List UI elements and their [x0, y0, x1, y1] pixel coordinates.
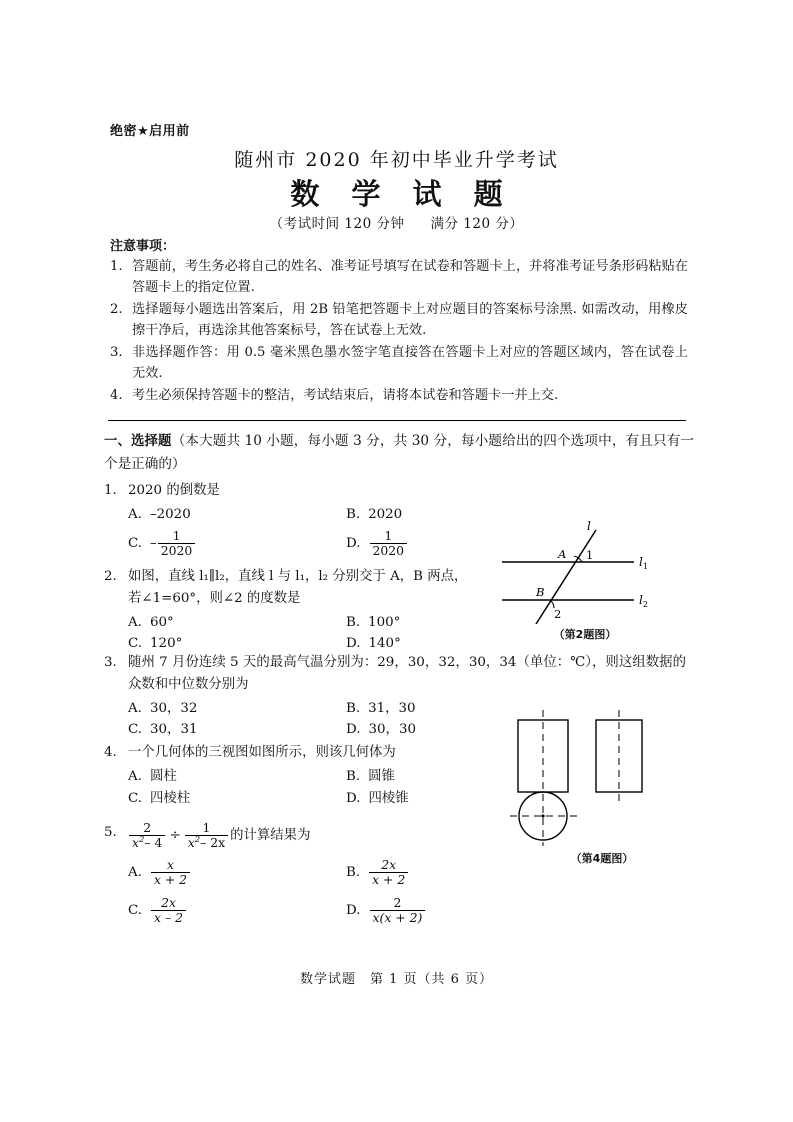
option-text: 圆柱	[149, 769, 177, 784]
question-5-stem	[104, 822, 524, 851]
notice-title: 注意事项：	[110, 239, 176, 254]
exponent: 2	[194, 834, 201, 845]
question-4-option-d[interactable]	[346, 788, 409, 810]
option-text: 30，30	[368, 722, 416, 737]
question-1-option-b[interactable]	[346, 504, 402, 526]
question-5-number: 5.	[104, 825, 117, 840]
transversal-line-stroke	[536, 530, 596, 624]
question-2-option-a[interactable]	[128, 612, 174, 634]
question-2-figure	[496, 516, 686, 640]
option-text: 31，30	[368, 701, 416, 716]
fraction-numerator: 2	[143, 820, 152, 835]
notice-item	[110, 299, 688, 341]
question-4-option-c[interactable]	[128, 788, 190, 810]
expression-fraction-first	[129, 821, 165, 850]
expression-fraction-second	[185, 821, 228, 850]
question-2-option-b[interactable]	[346, 612, 400, 634]
label-line-l: l	[587, 519, 591, 533]
question-5-option-d[interactable]	[346, 894, 426, 926]
option-letter: B.	[346, 701, 361, 716]
label-angle-1: 1	[586, 548, 594, 562]
notice-block	[110, 235, 688, 406]
notice-item	[110, 256, 688, 298]
option-text: 100°	[368, 615, 401, 630]
question-1-options	[104, 504, 524, 560]
question-5-option-c[interactable]	[128, 894, 187, 926]
option-letter: D.	[346, 791, 361, 806]
question-2-number: 2.	[104, 569, 117, 584]
question-5-option-b[interactable]	[346, 856, 409, 888]
option-minus-sign: –	[150, 536, 157, 552]
question-1-option-c[interactable]	[128, 530, 196, 559]
fraction-denominator	[129, 835, 165, 850]
question-5-options	[104, 856, 524, 935]
parallel-lines-diagram	[496, 516, 686, 624]
notice-item-text: 考生必须保持答题卡的整洁，考试结束后，请将本试卷和答题卡一并上交.	[132, 388, 559, 403]
question-1-option-a[interactable]	[128, 504, 191, 526]
front-view-rectangle	[518, 720, 568, 792]
option-row	[104, 856, 524, 897]
question-5-option-a[interactable]	[128, 856, 191, 888]
variable-x: x	[132, 835, 139, 851]
question-4-options	[104, 766, 504, 810]
notice-item-number: 3.	[110, 345, 123, 360]
fraction-numerator: 2x	[381, 856, 397, 872]
option-letter: C.	[128, 722, 143, 737]
exam-total-score: 满分 120 分）	[430, 216, 524, 232]
page-footer	[0, 968, 793, 987]
question-1	[104, 480, 524, 560]
fraction-denominator: 2020	[370, 543, 408, 558]
option-text: –2020	[149, 507, 191, 522]
question-4-option-b[interactable]	[346, 766, 395, 788]
option-letter: A.	[128, 615, 142, 630]
variable-x: x	[187, 835, 195, 851]
question-2-stem	[104, 566, 504, 610]
fraction	[369, 858, 408, 887]
option-text: 圆锥	[368, 769, 395, 784]
question-3-option-a[interactable]	[128, 698, 197, 720]
option-letter: C.	[128, 791, 143, 806]
option-letter: A.	[128, 865, 142, 881]
label-angle-2: 2	[554, 607, 562, 621]
option-row	[104, 633, 504, 654]
fraction	[151, 858, 190, 887]
notice-item-text: 选择题每小题选出答案后，用 2B 铅笔把答题卡上对应题目的答案标号涂黑. 如需改动，用橡皮擦干净后，再选涂其他答案标号，答在试卷上无效.	[132, 302, 688, 338]
question-1-stem	[104, 480, 524, 502]
option-letter: B.	[346, 615, 361, 630]
exam-title: 随州市 2020 年初中毕业升学考试	[234, 149, 559, 171]
label-line-l1: $l_1$	[639, 555, 648, 571]
label-point-a: A	[558, 547, 567, 561]
question-4-number: 4.	[104, 745, 117, 760]
question-4-option-a[interactable]	[128, 766, 177, 788]
denominator-rest: – 2x	[200, 835, 226, 851]
option-text: 60°	[149, 615, 174, 630]
notice-item-number: 4.	[110, 388, 123, 403]
option-letter: A.	[128, 769, 142, 784]
notice-item-number: 2.	[110, 302, 123, 317]
subject-title: 数 学 试 题	[290, 177, 514, 211]
fraction-denominator: x(x + 2)	[370, 910, 426, 925]
option-text: 30，31	[150, 722, 198, 737]
option-letter: C.	[128, 536, 143, 552]
option-row	[104, 504, 524, 526]
notice-item-number: 1.	[110, 259, 123, 274]
top-view-center-dot	[541, 814, 544, 817]
question-3-number: 3.	[104, 655, 117, 670]
option-letter: B.	[346, 865, 361, 881]
question-2-figure-caption: （第2题图）	[553, 628, 617, 641]
fraction-denominator: x + 2	[151, 872, 190, 887]
section-divider	[108, 420, 686, 421]
option-letter: C.	[128, 903, 143, 919]
option-text: 2020	[368, 507, 403, 522]
fraction-numerator: 2	[393, 894, 402, 910]
option-letter: C.	[128, 636, 143, 651]
question-4-figure-caption: （第4题图）	[570, 852, 634, 865]
fraction-numerator: 1	[384, 528, 393, 543]
question-5	[104, 822, 524, 935]
exam-duration: （考试时间 120 分钟	[269, 216, 405, 232]
fraction-denominator: x + 2	[369, 872, 408, 887]
fraction-denominator: 2020	[158, 543, 196, 558]
question-3-stem	[104, 652, 686, 696]
option-row	[104, 526, 524, 560]
question-1-text: 2020 的倒数是	[128, 483, 220, 498]
fraction-numerator: 2x	[161, 894, 176, 910]
question-4-text: 一个几何体的三视图如图所示，则该几何体为	[128, 745, 396, 760]
question-4	[104, 742, 504, 810]
fraction	[370, 896, 426, 925]
option-letter: D.	[346, 536, 361, 552]
option-text: 140°	[368, 636, 401, 651]
exponent: 2	[139, 834, 145, 845]
question-3-option-b[interactable]	[346, 698, 416, 720]
question-2-text-line1: 如图，直线 l₁∥l₂，直线 l 与 l₁，l₂ 分别交于 A，B 两点，	[128, 569, 468, 584]
three-view-drawing	[500, 706, 686, 846]
fraction-numerator: 1	[202, 820, 211, 835]
option-row	[104, 766, 504, 788]
question-3-text: 随州 7 月份连续 5 天的最高气温分别为：29，30，32，30，34（单位：℃），则这组数据的众数和中位数分别为	[128, 655, 686, 692]
fraction-denominator: x – 2	[151, 910, 186, 925]
division-operator: ÷	[169, 828, 181, 844]
fraction-numerator: 1	[172, 528, 181, 543]
question-2-text-line2: 若∠1=60°，则∠2 的度数是	[128, 591, 301, 606]
exam-meta	[0, 212, 793, 232]
secrecy-notice: 绝密★启用前	[110, 124, 190, 139]
side-view-rectangle	[596, 720, 642, 792]
option-text: 四棱锥	[368, 791, 409, 806]
option-row	[104, 894, 524, 935]
section-description: （本大题共 10 小题，每小题 3 分，共 30 分，每小题给出的四个选项中，有且只有一个是正确的）	[104, 433, 695, 472]
notice-item-text: 答题前，考生务必将自己的姓名、准考证号填写在试卷和答题卡上，并将准考证号条形码粘贴在答题卡上的指定位置.	[132, 259, 688, 295]
question-3-option-d[interactable]	[346, 719, 416, 741]
option-letter: B.	[346, 507, 361, 522]
option-text: 四棱柱	[150, 791, 191, 806]
option-letter: A.	[128, 701, 142, 716]
fraction-numerator: x	[167, 856, 174, 872]
option-text: 30，32	[149, 701, 198, 716]
option-letter: D.	[346, 636, 361, 651]
footer-subject: 数学试题	[299, 972, 356, 987]
notice-item	[110, 385, 688, 406]
denominator-rest: – 4	[144, 835, 163, 851]
label-point-b: B	[536, 585, 545, 599]
fraction-denominator	[185, 835, 228, 850]
question-5-text	[128, 822, 524, 851]
question-2-text	[128, 566, 504, 610]
option-letter: D.	[346, 903, 361, 919]
option-letter: B.	[346, 769, 361, 784]
fraction	[151, 896, 186, 925]
option-row	[104, 788, 504, 810]
question-5-text-tail: 的计算结果为	[230, 828, 311, 844]
fraction	[370, 529, 408, 558]
option-letter: A.	[128, 507, 142, 522]
notice-item	[110, 342, 688, 384]
question-1-number: 1.	[104, 483, 117, 498]
section-label: 一、选择题	[104, 434, 172, 449]
notice-item-text: 非选择题作答：用 0.5 毫米黑色墨水签字笔直接答在答题卡上对应的答题区域内，答在试卷上无效.	[132, 345, 688, 381]
question-3-option-c[interactable]	[128, 719, 198, 741]
question-2	[104, 566, 504, 654]
footer-page-number: 第 1 页（共 6 页）	[369, 972, 494, 987]
label-line-l2: $l_2$	[639, 593, 648, 609]
question-4-figure	[500, 706, 686, 866]
question-2-options	[104, 612, 504, 654]
option-row	[104, 612, 504, 633]
question-4-stem	[104, 742, 504, 764]
option-text: 120°	[150, 636, 183, 651]
question-1-option-d[interactable]	[346, 530, 408, 559]
fraction	[158, 529, 196, 558]
section-heading	[104, 430, 694, 476]
option-letter: D.	[346, 722, 361, 737]
